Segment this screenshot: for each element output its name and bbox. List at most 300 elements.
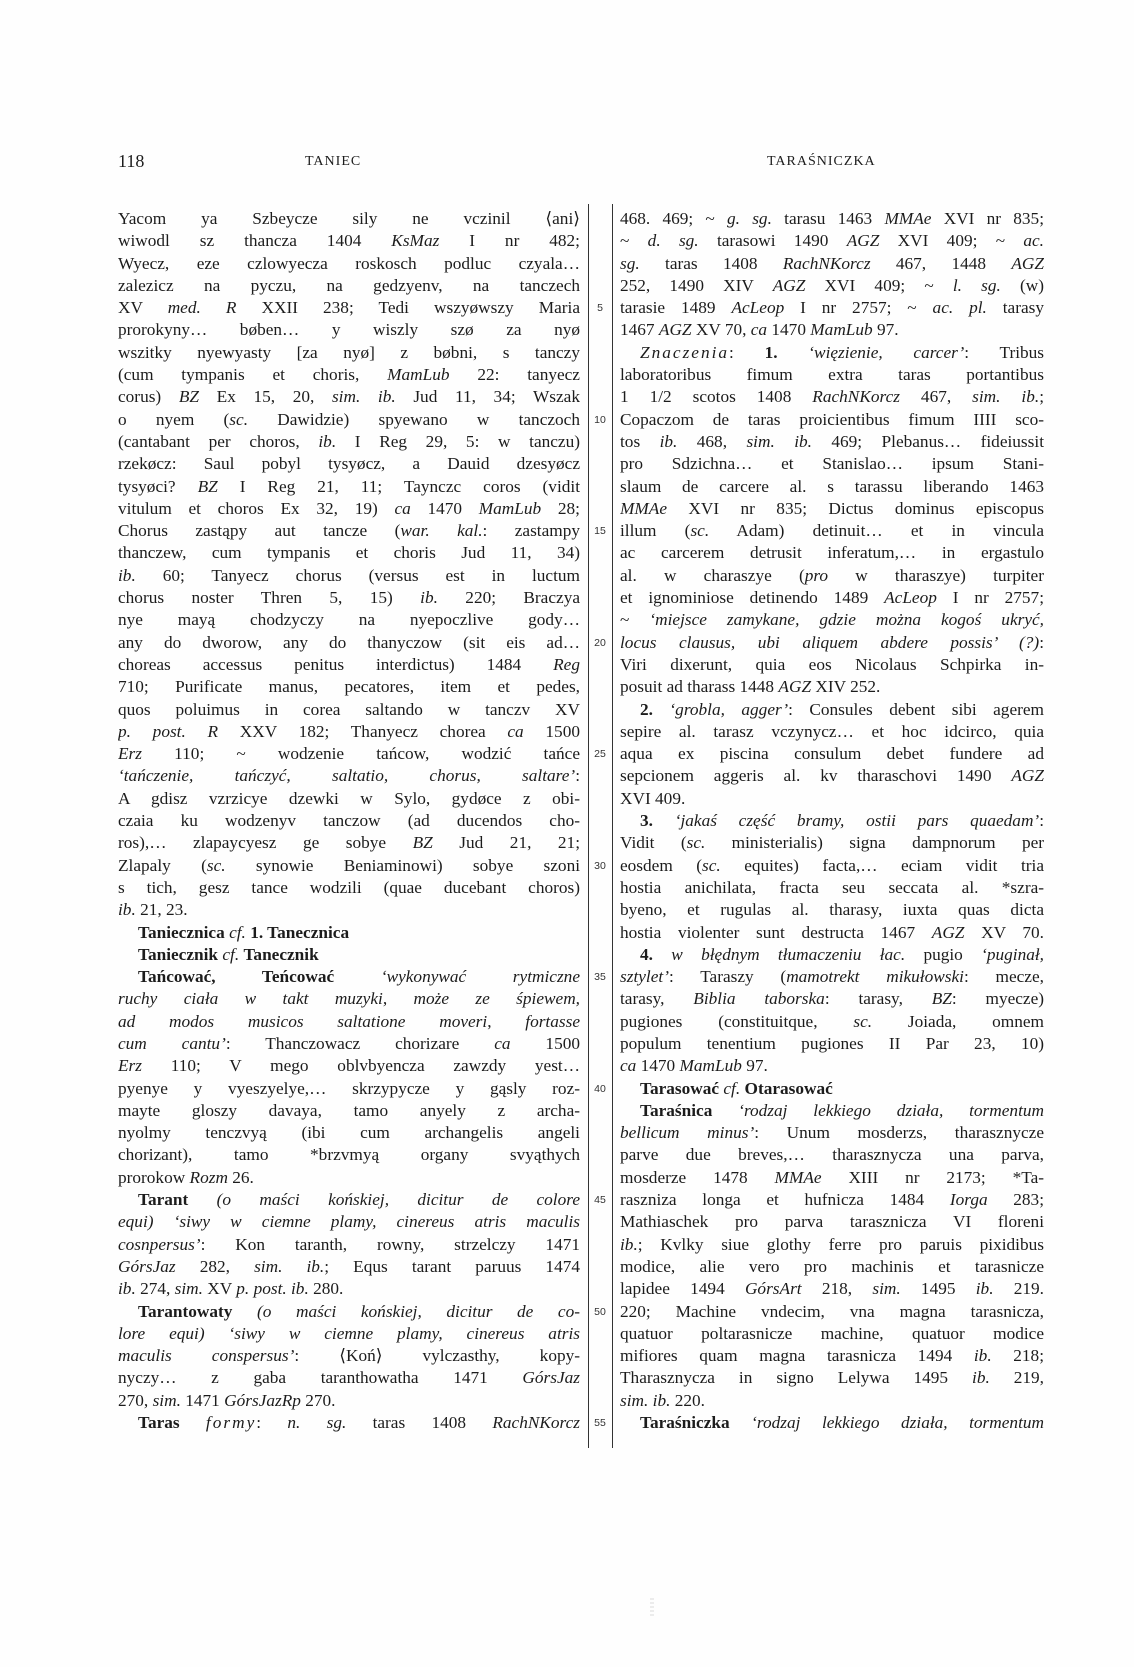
- text-segment: ; Kvlky siue glothy ferre pro paruis pixidibus: [637, 1234, 1044, 1254]
- text-segment: XV 70.: [964, 922, 1044, 942]
- italic-text: BZ: [178, 387, 199, 407]
- text-line: [118, 208, 580, 230]
- italic-text: equi) ‘siwy w ciemne plamy, cinereus atris maculis: [118, 1212, 580, 1232]
- text-line: [118, 988, 580, 1010]
- italic-text: GórsJaz: [118, 1256, 176, 1276]
- text-segment: Joiada, omnem: [872, 1011, 1044, 1031]
- italic-text: g. sg.: [727, 209, 772, 228]
- text-segment: posuit ad tharass 1448: [620, 677, 779, 697]
- headword: Tarant: [138, 1190, 189, 1210]
- text-segment: nyczy… z gaba taranthowatha 1471: [118, 1368, 523, 1388]
- text-segment: 1 1/2 scotos 1408: [620, 387, 813, 407]
- italic-text: sc.: [229, 409, 249, 429]
- italic-text: ac.: [1023, 231, 1044, 251]
- text-segment: ministerialis) signa dampnorum per: [705, 833, 1044, 853]
- text-segment: prorokow: [118, 1167, 190, 1187]
- text-line: [118, 1189, 580, 1211]
- italic-text: ‘miejsce zamykane, gdzie można kogoś ukryć,: [649, 610, 1044, 630]
- text-segment: [334, 967, 381, 986]
- text-segment: 1470: [410, 498, 479, 518]
- text-segment: corus): [118, 387, 179, 407]
- text-line: [620, 944, 1044, 966]
- text-line: [620, 1256, 1044, 1278]
- italic-text: ca: [507, 721, 524, 741]
- text-line: [118, 1345, 580, 1367]
- headword: Tańcować, Teńcować: [138, 967, 335, 987]
- text-line: [118, 1412, 580, 1434]
- text-segment: [653, 945, 671, 964]
- text-segment: ,: [487, 1011, 526, 1031]
- text-segment: [653, 700, 669, 719]
- text-segment: 468. 469; ~: [620, 209, 728, 228]
- text-line: [118, 899, 580, 921]
- text-line: [620, 208, 1044, 230]
- text-segment: [653, 811, 675, 830]
- headword: Tarantowaty: [138, 1301, 233, 1321]
- text-line: [620, 765, 1044, 787]
- line-number: 50: [594, 1305, 606, 1318]
- text-segment: 1470: [636, 1056, 680, 1076]
- text-line: [620, 1412, 1044, 1434]
- text-line: [118, 1167, 580, 1189]
- text-line: [620, 654, 1044, 676]
- text-segment: (cantabant per choros,: [118, 431, 319, 451]
- text-segment: nyolmy tenczvyą (ibi cum archangelis angeli: [118, 1123, 580, 1143]
- italic-text: (o maści końskiej, dicitur de colore: [216, 1190, 580, 1210]
- text-segment: mayte gloszy davaya, tamo anyely z archa-: [118, 1100, 580, 1120]
- italic-text: ‘rodzaj lekkiego działa, tormentum: [751, 1413, 1044, 1433]
- headword: Taraśnica: [640, 1100, 713, 1120]
- text-segment: : tarasy,: [824, 989, 932, 1009]
- text-line: [620, 1323, 1044, 1345]
- text-line: [620, 966, 1044, 988]
- headword: Tanecznik: [243, 944, 319, 964]
- page-number: 118: [118, 151, 145, 171]
- text-line: [620, 319, 1044, 341]
- text-line: [118, 944, 580, 966]
- text-segment: (w): [1000, 275, 1044, 295]
- italic-text: GórsJazRp: [224, 1390, 301, 1410]
- italic-text: mamotrekt mikułowski: [786, 967, 964, 987]
- text-segment: Viri dixerunt, quia eos Nicolaus Schpirka in-: [620, 654, 1044, 674]
- text-line: [118, 409, 580, 431]
- text-line: [620, 1345, 1044, 1367]
- text-line: [118, 453, 580, 475]
- headword: 1.: [764, 342, 778, 362]
- line-number: 30: [594, 859, 606, 872]
- italic-text: cf.: [229, 922, 246, 942]
- text-line: [118, 1234, 580, 1256]
- italic-text: ib.: [973, 1346, 992, 1366]
- text-segment: I nr 482;: [439, 231, 580, 251]
- italic-text: MMAe: [884, 209, 932, 228]
- line-number: 20: [594, 636, 606, 649]
- text-segment: : Kon taranth, rowny, strzelczy 1471: [200, 1234, 580, 1254]
- text-segment: 220; Braczya: [437, 588, 580, 608]
- text-segment: : Unum mosderzs, tharasznycze: [754, 1123, 1044, 1143]
- italic-text: ib.: [118, 900, 136, 920]
- text-line: [118, 877, 580, 899]
- italic-text: ib.: [118, 565, 136, 585]
- text-segment: Mathiaschek pro parva tarasznicza VI floreni: [620, 1212, 1044, 1232]
- text-segment: :: [1039, 811, 1044, 831]
- text-line: [118, 922, 580, 944]
- text-line: [620, 899, 1044, 921]
- italic-text: ‘więzienie, carcer’: [808, 342, 965, 362]
- text-line: [118, 476, 580, 498]
- italic-text: l. sg.: [952, 275, 1001, 295]
- text-segment: ~: [620, 231, 648, 251]
- text-line: [620, 1033, 1044, 1055]
- text-segment: 60; Tanyecz chorus (versus est in luctum: [135, 565, 580, 585]
- text-line: [620, 230, 1044, 252]
- text-line: [620, 587, 1044, 609]
- text-segment: prorokyny… bøben… y wiszly szø za nyø: [118, 320, 580, 340]
- text-segment: I Reg 29, 5: w tanczu): [336, 431, 580, 451]
- italic-text: AcLeop: [884, 588, 937, 608]
- italic-text: Reg: [553, 654, 580, 674]
- text-line: [620, 1011, 1044, 1033]
- text-segment: 97.: [872, 320, 899, 340]
- text-line: [118, 1011, 580, 1033]
- text-segment: 1500: [510, 1033, 580, 1053]
- text-segment: 1467: [620, 320, 659, 340]
- text-segment: [232, 1302, 257, 1321]
- text-line: [118, 275, 580, 297]
- italic-text: sim. ib.: [331, 387, 396, 407]
- text-segment: 467, 1448: [870, 253, 1012, 273]
- italic-text: ‘rodzaj lekkiego działa, tormentum: [738, 1100, 1044, 1120]
- text-line: [118, 1144, 580, 1166]
- text-segment: 110; V mego oblvbyencza zawzdy yest…: [142, 1056, 580, 1076]
- text-segment: tysyøci?: [118, 476, 198, 496]
- italic-text: sim. ib.: [254, 1256, 325, 1276]
- italic-text: BZ: [412, 833, 433, 853]
- text-line: [118, 1055, 580, 1077]
- text-line: [118, 1256, 580, 1278]
- text-segment: rzekøcz: Saul pobyl tysyøcz, a Dauid dzesyøcz: [118, 454, 580, 474]
- text-segment: zalezicz na pyczu, na gedzyenv, na tanczech: [118, 275, 580, 295]
- text-segment: XVI 409; ~: [805, 275, 953, 295]
- text-line: [118, 1390, 580, 1412]
- italic-text: ib.: [972, 1368, 990, 1388]
- text-line: [118, 676, 580, 698]
- text-segment: XV 70,: [691, 320, 751, 340]
- text-line: [620, 565, 1044, 587]
- italic-text: sc.: [702, 855, 721, 875]
- text-segment: XVI nr 835; Dictus dominus episcopus: [667, 498, 1044, 518]
- text-segment: 283;: [987, 1190, 1044, 1210]
- line-number: 40: [594, 1082, 606, 1095]
- italic-text: sztylet’: [620, 967, 669, 987]
- text-segment: raszniza longa et hufnicza 1484: [620, 1190, 950, 1210]
- text-line: [118, 297, 580, 319]
- text-segment: w tharaszye) turpiter: [828, 565, 1044, 585]
- headword: Otarasować: [744, 1078, 833, 1098]
- text-line: [118, 587, 580, 609]
- text-segment: [712, 1101, 738, 1120]
- text-line: [118, 1033, 580, 1055]
- italic-text: sim. ib.: [972, 387, 1040, 407]
- headword: 1. Tanecznica: [250, 922, 350, 942]
- italic-text: sim.: [872, 1279, 901, 1299]
- text-line: [620, 498, 1044, 520]
- italic-text: sim. ib.: [620, 1390, 671, 1410]
- text-line: [620, 1100, 1044, 1122]
- italic-text: sg.: [620, 253, 640, 273]
- text-line: [118, 654, 580, 676]
- italic-text: Erz: [118, 1056, 143, 1076]
- text-line: [118, 253, 580, 275]
- text-segment: Chorus zastąpy aut tancze (: [118, 521, 401, 541]
- italic-text: AGZ: [931, 922, 965, 942]
- text-line: [620, 1055, 1044, 1077]
- text-segment: 468,: [677, 431, 747, 451]
- italic-text: med. R: [167, 298, 237, 318]
- text-segment: laboratoribus fimum extra taras portantibus: [620, 365, 1044, 385]
- text-segment: [730, 1413, 752, 1432]
- text-line: [118, 765, 580, 787]
- italic-text: ib.: [659, 431, 678, 451]
- italic-text: GórsJaz: [522, 1368, 580, 1388]
- text-segment: chorus noster Thren 5, 15): [118, 588, 421, 608]
- italic-text: ca: [750, 320, 768, 340]
- italic-text: w błędnym tłumaczeniu łac.: [671, 944, 906, 964]
- italic-text: ‘puginał,: [981, 944, 1044, 964]
- running-head-left: TANIEC: [305, 154, 362, 169]
- text-segment: thanczew, cum tympanis et choris Jud 11, 34): [118, 543, 580, 563]
- line-number: 5: [597, 302, 603, 315]
- text-line: [118, 632, 580, 654]
- text-segment: XV: [118, 298, 168, 318]
- text-segment: Ex 15, 20,: [199, 387, 332, 407]
- text-segment: 282,: [175, 1256, 255, 1276]
- text-segment: hostia violenter sunt destructa 1467: [620, 922, 932, 942]
- text-segment: XIV 252.: [811, 677, 881, 697]
- italic-text: MamLub: [679, 1056, 742, 1076]
- text-segment: 110; ~ wodzenie tańcow, wodzić tańce: [142, 744, 580, 764]
- headword: 4.: [640, 944, 653, 964]
- text-segment: 274,: [135, 1279, 175, 1299]
- text-segment: 1500: [523, 721, 580, 741]
- text-line: [118, 855, 580, 877]
- text-segment: populum tenentium pugiones II Par 23, 10): [620, 1033, 1044, 1053]
- text-line: [118, 1323, 580, 1345]
- italic-text: MamLub: [810, 320, 873, 340]
- italic-text: locus clausus, ubi aliquem abdere possis’ (?): [620, 632, 1040, 652]
- italic-text: ad modos musicos saltatione moveri: [118, 1011, 488, 1031]
- italic-text: ib.: [420, 588, 438, 608]
- italic-text: n. sg.: [287, 1413, 347, 1433]
- text-line: [118, 721, 580, 743]
- italic-text: sc.: [853, 1011, 873, 1031]
- text-segment: [778, 343, 809, 362]
- italic-text: Znaczenia: [640, 342, 730, 362]
- text-segment: 219,: [989, 1368, 1044, 1388]
- line-number: 25: [594, 748, 606, 761]
- text-segment: al. w charaszye (: [620, 565, 805, 585]
- italic-text: p. post. ib.: [236, 1279, 309, 1299]
- text-segment: 219.: [993, 1279, 1044, 1299]
- text-line: [620, 520, 1044, 542]
- text-segment: czaia ku wodzenyv tanczow (ad ducendos cho-: [118, 811, 580, 831]
- line-number: 55: [594, 1417, 606, 1430]
- text-line: [118, 431, 580, 453]
- italic-text: Iorga: [949, 1190, 988, 1210]
- italic-text: war. kal.: [400, 521, 483, 541]
- line-number: 10: [594, 413, 606, 426]
- text-segment: : mecze,: [963, 967, 1044, 987]
- text-line: [620, 386, 1044, 408]
- text-line: [118, 1100, 580, 1122]
- text-segment: : Taraszy (: [668, 967, 787, 987]
- italic-text: cum cantu’: [118, 1033, 226, 1053]
- text-segment: illum (: [620, 521, 691, 541]
- text-segment: 1470: [767, 320, 811, 340]
- text-line: [118, 386, 580, 408]
- text-segment: I nr 2757;: [936, 588, 1044, 608]
- text-segment: XXII 238; Tedi wszyøwszy Maria: [236, 298, 580, 318]
- italic-text: ib.: [975, 1279, 994, 1299]
- italic-text: BZ: [931, 989, 952, 1009]
- text-line: [620, 342, 1044, 364]
- italic-text: pro: [804, 565, 829, 585]
- text-segment: nye mayą chodzyczy na nyepoczlive gody…: [118, 610, 580, 630]
- italic-text: ca: [494, 1033, 511, 1053]
- text-segment: : myecze): [951, 989, 1044, 1009]
- italic-text: AGZ: [658, 320, 692, 340]
- text-line: [620, 699, 1044, 721]
- text-segment: Jud 21, 21;: [432, 833, 580, 853]
- italic-text: sc.: [206, 855, 226, 875]
- text-line: [620, 453, 1044, 475]
- text-segment: taras 1408: [346, 1413, 493, 1433]
- text-segment: : Consules debent sibi agerem: [788, 699, 1044, 719]
- text-segment: tarasy,: [620, 989, 694, 1009]
- text-line: [620, 1144, 1044, 1166]
- line-number: 35: [594, 971, 606, 984]
- text-segment: Tharasznycza in signo Lelywa 1495: [620, 1368, 973, 1388]
- italic-text: sim.: [174, 1279, 203, 1299]
- left-column: [118, 208, 580, 1434]
- italic-text: MamLub: [478, 498, 542, 518]
- italic-text: ‘jakaś część bramy, ostii pars quaedam’: [674, 811, 1040, 831]
- text-segment: 220; Machine vndecim, vna magna tarasnicza,: [620, 1301, 1044, 1321]
- text-segment: 1495: [900, 1279, 976, 1299]
- text-line: [118, 810, 580, 832]
- text-segment: eosdem (: [620, 855, 703, 875]
- text-line: [620, 431, 1044, 453]
- text-segment: wiwodl sz thancza 1404: [118, 231, 392, 251]
- text-segment: (cum tympanis et choris,: [118, 365, 388, 385]
- running-head-right: TARAŚNICZKA: [767, 154, 876, 169]
- text-segment: 467,: [899, 387, 973, 407]
- italic-text: ac. pl.: [932, 298, 987, 318]
- text-line: [620, 275, 1044, 297]
- italic-text: MamLub: [387, 365, 450, 385]
- text-line: [118, 342, 580, 364]
- italic-text: ca: [620, 1056, 637, 1076]
- italic-text: AGZ: [778, 677, 812, 697]
- headword: 2.: [640, 699, 653, 719]
- text-line: [118, 364, 580, 386]
- text-segment: 26.: [227, 1167, 254, 1187]
- text-segment: ; Equs tarant paruus 1474: [324, 1256, 580, 1276]
- text-segment: I Reg 21, 11; Taynczc coros (vidit: [217, 476, 580, 496]
- text-line: [118, 542, 580, 564]
- text-line: [620, 409, 1044, 431]
- column-divider-right: [612, 204, 613, 1448]
- text-segment: quatuor poltarasnicze machine, quatuor modice: [620, 1323, 1044, 1343]
- text-line: [620, 297, 1044, 319]
- text-segment: aqua ex piscina consulum debet fundere ad: [620, 744, 1044, 764]
- text-segment: slaum de carcere al. s tarassu liberando 1463: [620, 476, 1044, 496]
- text-line: [118, 743, 580, 765]
- headword: Taraśniczka: [640, 1413, 730, 1433]
- text-segment: tarasowi 1490: [698, 231, 847, 251]
- text-line: [620, 1367, 1044, 1389]
- italic-text: ruchy ciała w takt muzyki: [118, 989, 383, 1009]
- text-segment: lapidee 1494: [620, 1279, 745, 1299]
- text-line: [118, 520, 580, 542]
- text-segment: 97.: [741, 1056, 768, 1076]
- italic-text: d. sg.: [647, 231, 699, 251]
- text-segment: sepire al. tarasz vczynycz… et hoc idcirco, quia: [620, 721, 1044, 741]
- text-segment: byeno, et rugulas al. tharasy, iuxta quas dicta: [620, 900, 1044, 920]
- text-segment: chorizant), tamo *brzvmyą organy svyąthych: [118, 1145, 580, 1165]
- text-segment: tarasu 1463: [771, 209, 885, 228]
- text-segment: et ignominiose detinendo 1489: [620, 588, 885, 608]
- text-segment: wszitky nyewyasty [za nyø] z bøbni, s tanczy: [118, 342, 580, 362]
- italic-text: ‘grobla, agger’: [669, 699, 789, 719]
- italic-text: może ze śpiewem,: [413, 989, 580, 1009]
- text-segment: :: [575, 766, 580, 786]
- text-segment: mifiores quam magna tarasnicza 1494: [620, 1346, 974, 1366]
- text-segment: equites) facta,… eciam vidit tria: [720, 855, 1044, 875]
- text-line: [118, 1122, 580, 1144]
- italic-text: GórsArt: [744, 1279, 802, 1299]
- text-line: [118, 498, 580, 520]
- text-segment: modice, alie vero pro machinis et tarasnicze: [620, 1256, 1044, 1276]
- text-segment: 218,: [801, 1279, 873, 1299]
- italic-text: RachNKorcz: [782, 253, 871, 273]
- italic-text: p. post. R: [118, 721, 219, 741]
- text-line: [118, 1211, 580, 1233]
- text-line: [620, 1278, 1044, 1300]
- text-segment: XV: [202, 1279, 237, 1299]
- text-segment: : zastampy: [482, 521, 580, 541]
- text-segment: choreas accessus penitus interdictus) 1484: [118, 654, 554, 674]
- text-line: [118, 699, 580, 721]
- text-segment: ;: [1039, 387, 1044, 407]
- text-segment: I nr 2757; ~: [784, 298, 933, 318]
- italic-text: sc.: [686, 833, 706, 853]
- text-segment: Wyecz, eze czlowyecza roskosch podluc czyala…: [118, 253, 580, 273]
- text-segment: 270,: [118, 1390, 153, 1410]
- text-line: [620, 877, 1044, 899]
- italic-text: Biblia taborska: [693, 989, 825, 1009]
- text-line: [620, 1301, 1044, 1323]
- text-segment: 218;: [991, 1346, 1044, 1366]
- text-segment: hostia anichilata, fracta seu seccata al. *szra-: [620, 877, 1044, 897]
- italic-text: ca: [394, 498, 411, 518]
- text-segment: taras 1408: [639, 253, 783, 273]
- headword: Taniecznik: [138, 944, 219, 964]
- text-segment: 21, 23.: [135, 900, 188, 920]
- text-line: [118, 319, 580, 341]
- text-line: [620, 788, 1044, 810]
- column-divider-left: [588, 204, 589, 1448]
